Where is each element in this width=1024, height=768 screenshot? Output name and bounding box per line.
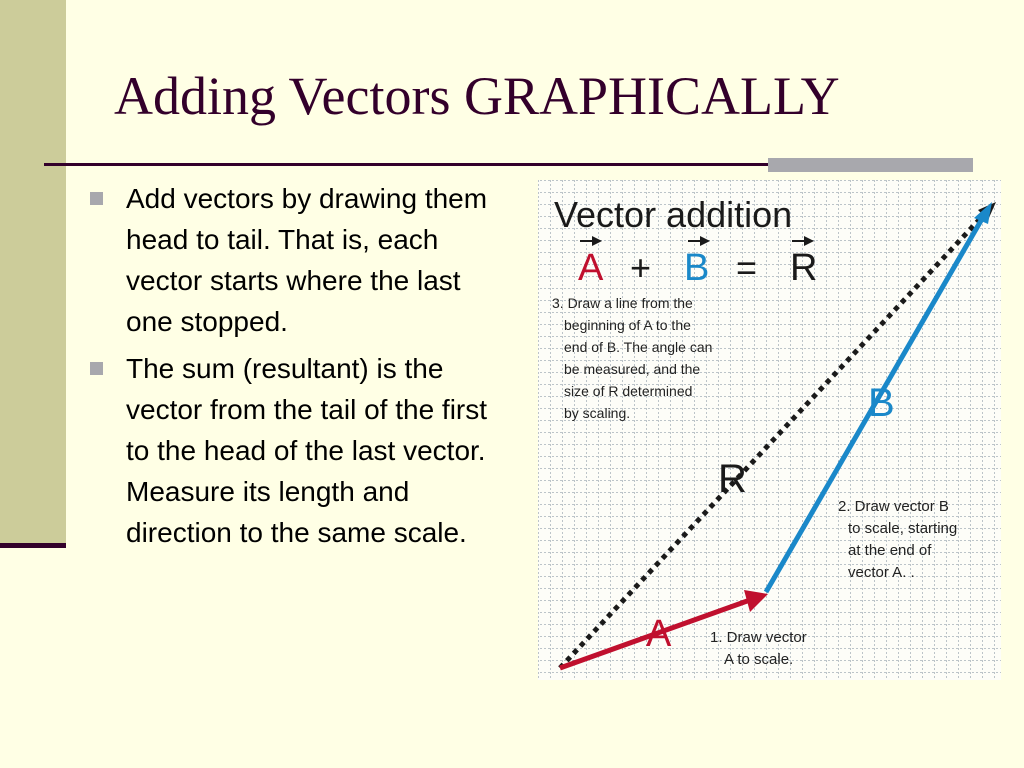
equation-b: B — [684, 247, 710, 289]
bullet-item — [90, 348, 510, 553]
vector-a-label: A — [646, 613, 672, 655]
bullet-text: The sum (resultant) is the vector from the tail of the first to the head of the last vector. Measure its length and direction to the same scale. — [126, 353, 488, 548]
equation-plus: + — [630, 247, 652, 288]
step3-line: 3. Draw a line from the — [552, 295, 693, 311]
bullet-list — [90, 178, 510, 559]
square-bullet-icon — [90, 362, 103, 375]
left-decorative-band — [0, 0, 66, 543]
title-divider-accent — [768, 158, 973, 172]
step1-line: 1. Draw vector — [710, 629, 807, 646]
bullet-item — [90, 178, 510, 342]
equation-r: R — [790, 247, 818, 289]
slide-title: Adding Vectors GRAPHICALLY — [114, 66, 840, 126]
square-bullet-icon — [90, 192, 103, 205]
step3-line: size of R determined — [564, 383, 693, 399]
step2-line: 2. Draw vector B — [838, 498, 949, 515]
equation-a: A — [578, 247, 604, 289]
step3-line: end of B. The angle can — [564, 339, 713, 355]
bullet-text: Add vectors by drawing them head to tail. That is, each vector starts where the last one stopped. — [126, 183, 488, 337]
step1-line: A to scale. — [724, 651, 794, 668]
step2-line: vector A. . — [848, 564, 915, 581]
grid-background — [538, 180, 1001, 680]
title-divider — [44, 163, 768, 166]
vector-addition-diagram — [538, 180, 1001, 680]
step3-line: beginning of A to the — [564, 317, 691, 333]
step3-line: be measured, and the — [564, 361, 701, 377]
vector-diagram-svg — [538, 180, 1001, 680]
left-band-underline — [0, 543, 66, 548]
step2-line: to scale, starting — [848, 520, 958, 537]
vector-r-label: R — [718, 457, 747, 501]
step3-line: by scaling. — [564, 405, 631, 421]
equation-equals: = — [736, 247, 758, 288]
step2-line: at the end of — [848, 542, 932, 559]
vector-b-label: B — [868, 381, 895, 425]
diagram-heading: Vector addition — [554, 194, 793, 235]
